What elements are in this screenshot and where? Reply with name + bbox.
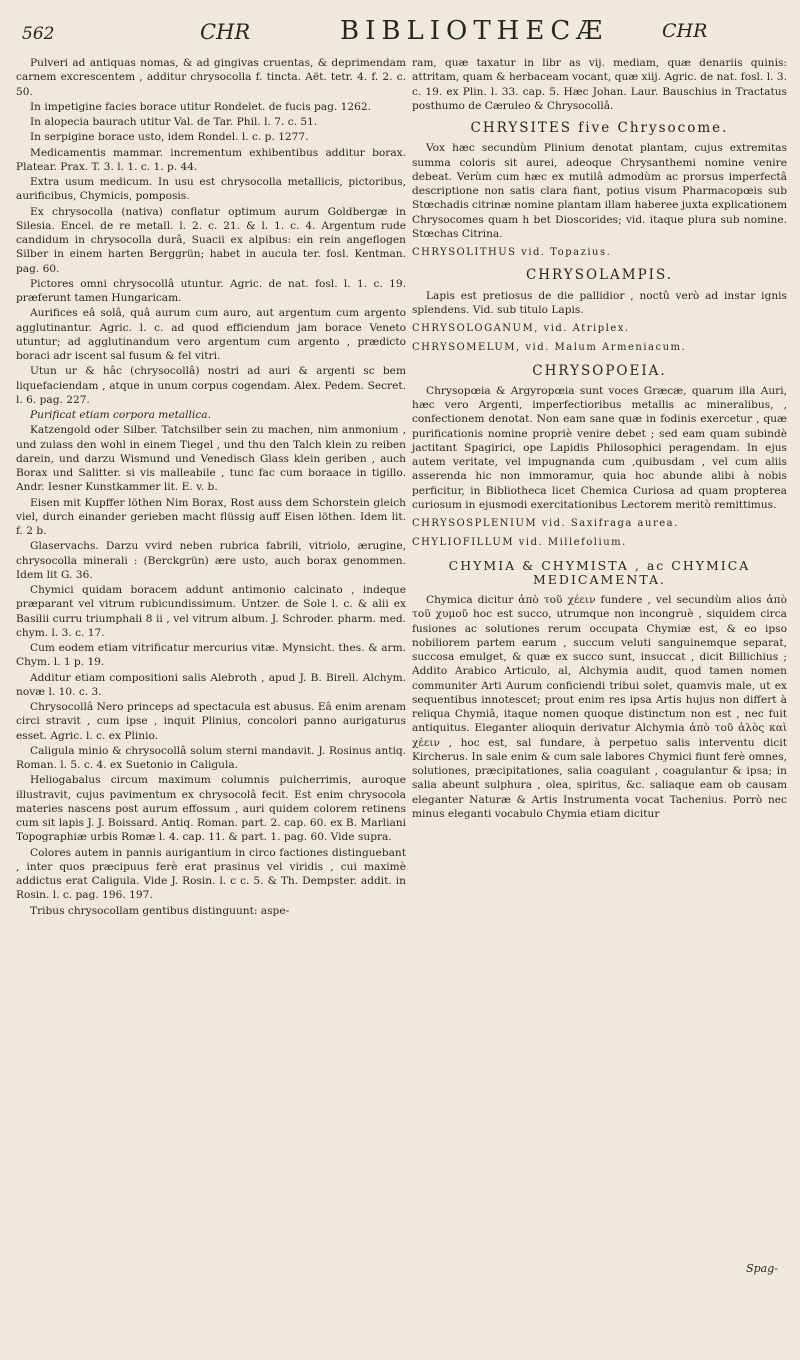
page-title: BIBLIOTHECÆ [340,16,609,46]
paragraph: Lapis est pretiosus de die pallidior , noctû verò ad instar ignis splendens. Vid. sub titulo Lapis. [412,289,787,316]
right-column [412,56,787,821]
cross-reference: CHRYSOMELUM, vid. Malum Armeniacum. [412,342,687,354]
left-column [16,56,406,918]
paragraph: Extra usum medicum. In usu est chrysocolla metallicis, pictoribus, aurificibus, Chymicis, pomposis. [16,176,406,203]
paragraph: Heliogabalus circum maximum columnis pulcherrimis, auroque illustravit, cujus pavimentum ex chrysocolâ fecit. Est enim chrysocola materies nascens post aurum effossum , auri quidem colorem retinens cum sit lapis J. J. Boissard. Antiq. Roman. part. 2. cap. 60. ex B. Marliani Topographiæ urbis Romæ l. 4. cap. 11. & part. 1. pag. 60. Vide supra. [16,774,406,844]
paragraph: Glaservachs. Darzu vvird neben rubrica fabrili, vitriolo, ærugine, chrysocolla minerali : (Berckgrün) ære usto, auch borax genommen. Idem lit G. 36. [16,540,406,581]
left-running-head: CHR [200,20,251,44]
cross-reference: CHRYSOLOGANUM, vid. Atriplex. [412,323,630,334]
right-running-head: CHR [662,20,708,42]
paragraph: Aurifices eâ solâ, quâ aurum cum auro, aut argentum cum argento agglutinantur. Agric. l. c. ad quod efficiendum jam borace Veneto utuntur; ad agglutinandum vero argentum cum argento , prædicto boraci adr iscent sal fusum & fel vitri. [16,307,406,362]
paragraph: Cum eodem etiam vitrificatur mercurius vitæ. Mynsicht. thes. & arm. Chym. l. 1 p. 19. [16,642,406,669]
paragraph: Purificat etiam corpora metallica. [30,409,211,421]
paragraph: In serpigine borace usto, idem Rondel. l. c. p. 1277. [30,131,309,144]
paragraph: Pictores omni chrysocollâ utuntur. Agric. de nat. fosl. l. 1. c. 19. præferunt tamen Hungaricam. [16,277,406,304]
paragraph: Colores autem in pannis aurigantium in circo factiones distinguebant , inter quos præcipuus ferè erat prasinus vel viridis , cui maximè addictus erat Caligula. Vide J. Rosin. l. c c. 5. & Th. Dempster. addit. in Rosin. l. c. pag. 196. 197. [16,846,406,902]
paragraph: Tribus chrysocollam gentibus distinguunt: aspe- [30,904,290,917]
paragraph: Katzengold oder Silber. Tatchsilber sein zu machen, nim anmonium , und zulass den wohl in einem Tiegel , und thu den Talch klein zu reiben darein, und darzu Wismund und Venedisch Glass klein geriben , auch Borax und Salitter. si vis malleabile , tunc fac cum boraace in tigillo. Andr. Iesner Kunstkammer lit. E. v. b. [16,424,406,494]
paragraph: Eisen mit Kupffer löthen Nim Borax, Rost auss dem Schorstein gleich viel, durch einander gerieben macht flüssig auff Eisen löthen. Idem lit. f. 2 b. [16,496,406,537]
paragraph: Vox hæc secundùm Plinium denotat plantam, cujus extremitas summa coloris sit aurei, adeoque Chrysanthemi nomine venire debeat. Verùm cum hæc ex mutilâ admodùm ac prorsus imperfectâ descriptione non satis clara fiant, potius visum Pharmacopœis sub Stœchadis citrinæ nomine plantam illam haberee juxta explicationem Chrysocomes quam h bet Dioscorides; vid. itaque plura sub nomine. Stœchas Citrina. [412,142,787,240]
paragraph: Caligula minio & chrysocollâ solum sterni mandavit. J. Rosinus antiq. Roman. l. 5. c. 4. ex Suetonio in Caligula. [16,744,406,771]
paragraph: In impetigine facies borace utitur Rondelet. de fucis pag. 1262. [30,100,371,113]
paragraph: Chrysopœia & Argyropœia sunt voces Græcæ, quarum illa Auri, hæc vero Argenti, imperfectioribus metallis ac mineralibus, , confectionem denotat. Non eam sane quæ in fodinis exercetur , quæ purificationis nomine propriè venire debet ; sed eam quam subindè jactitant Spagirici, ope Lapidis Philosophici peragendam. In ejus autem veritate, vel impugnanda cum ,quibusdam , vel cum aliis asserenda hic non immoramur, quia hoc abunde alibi à nobis perficitur, in Bibliotheca licet Chemica Curiosa ad quam propterea curiosum in ejusmodi exercitationibus Lectorem meritò remittimus. [412,384,787,511]
paragraph: Ex chrysocolla (nativa) conflatur optimum aurum Goldbergæ in Silesia. Encel. de re metall. l. 2. c. 21. & l. 1. c. 4. Argentum rude candidum in chrysocolla durâ, Suacii ex alpibus: ein rein angeflogen Silber in einem harten Berggrün; habet in aucula ter. fosl. Kentman. pag. 60. [16,205,406,275]
cross-reference: CHYLIOFILLUM vid. Millefolium. [412,537,627,549]
running-header [0,10,800,50]
entry-heading: CHRYSOPOEIA. [532,362,667,379]
paragraph: Chymica dicitur ἀπὸ τοῦ χέειν fundere , vel secundùm alios ἀπὸ τοῦ χυμοῦ hoc est succo, utrumque non incongruè , siquidem circa fusiones ac solutiones rerum occupata Chymiæ est, & eo ipso nobiliorem partem earum , succum veluti sanguinemque separat, succosa emulget, & quæ ex succo sunt, insuccat , dicit Billichius ; Addito Arabico Articulo, al, Alchymia audit, quod tamen nomen communiter Arti Aurum conficiendi tribui solet, quamvis male, ut ex sequentibus innotescet; prout enim res ipsa Artis hujus non differt à reliqua Chymiâ, itaque nomen quoque distinctum non est , nec fuit antiquitus. Eleganter alioquin derivatur Alchymia ἀπὸ τοῦ ἁλὸς καὶ χέειν , hoc est, sal fundare, à perpetuo salis interventu dicit Kircherus. In sale enim & cum sale labores Chymici fiunt ferè omnes, solutiones, præcipitationes, salia coagulant , coagulantur & ipsa; in salia abeunt sulphura , olea, spiritus, &c. saliaque eam ob causam eleganter Naturæ & Artis Instrumenta vocat Tachenius. Porrò nec minus eleganti vocabulo Chymia etiam dicitur [412,594,787,820]
paragraph: Utun ur & hâc (chrysocollâ) nostri ad auri & argenti sc bem liquefaciendam , atque in unum corpus cogendam. Alex. Pedem. Secret. l. 6. pag. 227. [16,365,406,406]
paragraph: Pulveri ad antiquas nomas, & ad gingivas cruentas, & deprimendam carnem excrescentem , additur chrysocolla f. tincta. Aët. tetr. 4. f. 2. c. 50. [16,57,406,98]
cross-reference: CHRYSOSPLENIUM vid. Saxifraga aurea. [412,518,679,529]
cross-reference: CHRYSOLITHUS vid. Topazius. [412,247,612,258]
paragraph: In alopecia baurach utitur Val. de Tar. Phil. l. 7. c. 51. [30,116,318,128]
paragraph: Chrysocollâ Nero princeps ad spectacula est abusus. Eâ enim arenam circi stravit , cum ipse , inquit Plinius, concolori panno aurigaturus esset. Agric. l. c. ex Plinio. [16,701,406,742]
entry-heading: CHYMIA & CHYMISTA , ac CHYMICA MEDICAMENTA. [448,557,751,587]
paragraph: Additur etiam compositioni salis Alebroth , apud J. B. Birell. Alchym. novæ l. 10. c. 3. [16,671,406,698]
catchword: Spag- [746,1262,778,1275]
entry-heading: CHRYSOLAMPIS. [525,267,674,284]
paragraph: Chymici quidam boracem addunt antimonio calcinato , indeque præparant vel vitrum rubicundissimum. Untzer. de Sole l. c. & alii ex Basilii curru triumphali 8 ii , vel vitrum album. J. Schroder. pharm. med. chym. l. 3. c. 17. [16,584,406,639]
entry-heading: CHRYSITES five Chrysocome. [470,120,729,136]
page-number: 562 [22,24,55,44]
paragraph: Medicamentis mammar. incrementum exhibentibus additur borax. Platear. Prax. T. 3. l. 1. c. 1. p. 44. [16,146,406,173]
paragraph: ram, quæ taxatur in libr as vij. mediam, quæ denariis quinis: attritam, quam & herbaceam vocant, quæ xiij. Agric. de nat. fosl. l. 3. c. 19. ex Plin. l. 33. cap. 5. Hæc Johan. Laur. Bauschius in Tractatus posthumo de Cæruleo & Chrysocollâ. [412,57,787,112]
